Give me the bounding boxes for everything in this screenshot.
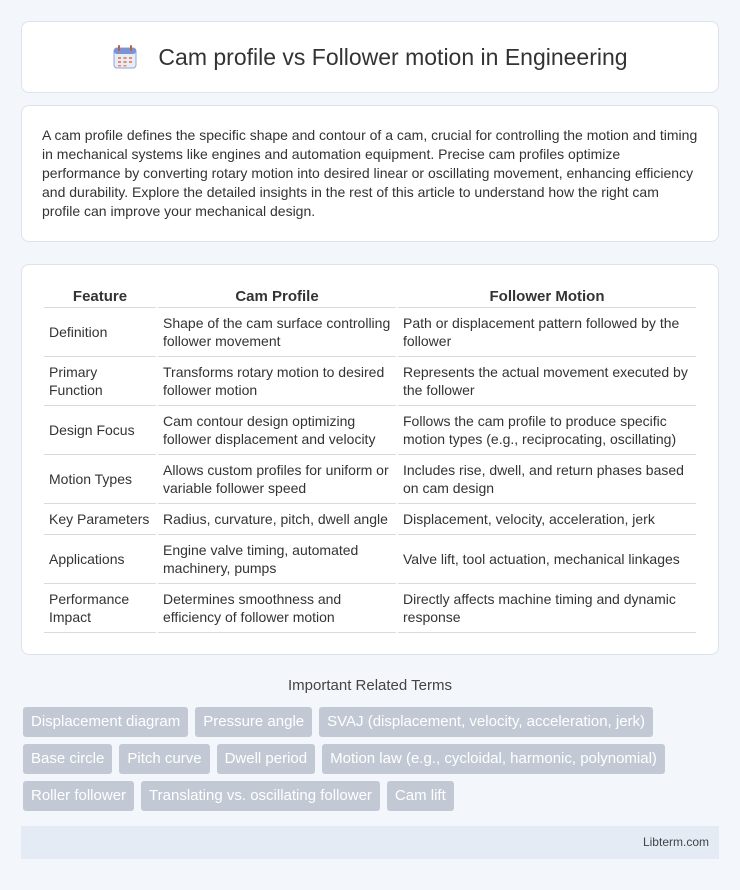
- row-follower-motion: Follows the cam profile to produce specific motion types (e.g., reciprocating, oscillating): [398, 406, 696, 455]
- row-cam-profile: Transforms rotary motion to desired follower motion: [158, 357, 396, 406]
- header-card: [21, 21, 719, 93]
- related-term-tag[interactable]: Motion law (e.g., cycloidal, harmonic, polynomial): [322, 744, 665, 774]
- related-term-tag[interactable]: Base circle: [23, 744, 112, 774]
- comparison-card: [21, 264, 719, 655]
- row-feature: Performance Impact: [44, 584, 156, 633]
- related-term-tag[interactable]: Roller follower: [23, 781, 134, 811]
- row-cam-profile: Cam contour design optimizing follower displacement and velocity: [158, 406, 396, 455]
- table-row: [44, 357, 696, 406]
- header-follower-motion: Follower Motion: [398, 285, 696, 308]
- row-feature: Definition: [44, 308, 156, 357]
- table-row: [44, 455, 696, 504]
- footer-site-link[interactable]: Libterm.com: [642, 835, 709, 849]
- header-cam-profile: Cam Profile: [158, 285, 396, 308]
- intro-paragraph: A cam profile defines the specific shape and contour of a cam, crucial for controlling the motion and timing in mechanical systems like engines and automation equipment. Precise cam profiles optimize performance by converting rotary motion into desired linear or oscillating movement, enhancing efficiency and durability. Explore the detailed insights in the rest of this article to understand how the right cam profile can improve your mechanical design.: [42, 127, 698, 219]
- row-follower-motion: Path or displacement pattern followed by the follower: [398, 308, 696, 357]
- related-terms-title: Important Related Terms: [288, 677, 452, 694]
- row-follower-motion: Includes rise, dwell, and return phases based on cam design: [398, 455, 696, 504]
- row-cam-profile: Radius, curvature, pitch, dwell angle: [158, 504, 396, 535]
- footer: [21, 826, 719, 859]
- table-row: [44, 406, 696, 455]
- row-feature: Motion Types: [44, 455, 156, 504]
- related-term-tag[interactable]: Displacement diagram: [23, 707, 188, 737]
- row-follower-motion: Displacement, velocity, acceleration, jerk: [398, 504, 696, 535]
- row-feature: Design Focus: [44, 406, 156, 455]
- related-term-tag[interactable]: Translating vs. oscillating follower: [141, 781, 380, 811]
- comparison-table: [42, 285, 698, 633]
- table-row: [44, 535, 696, 584]
- table-row: [44, 308, 696, 357]
- table-header-row: [44, 285, 696, 308]
- row-cam-profile: Determines smoothness and efficiency of follower motion: [158, 584, 396, 633]
- row-follower-motion: Represents the actual movement executed by the follower: [398, 357, 696, 406]
- table-row: [44, 504, 696, 535]
- calendar-icon: [112, 44, 138, 70]
- row-feature: Key Parameters: [44, 504, 156, 535]
- related-term-tag[interactable]: Pressure angle: [195, 707, 312, 737]
- table-row: [44, 584, 696, 633]
- row-cam-profile: Engine valve timing, automated machinery, pumps: [158, 535, 396, 584]
- row-follower-motion: Valve lift, tool actuation, mechanical linkages: [398, 535, 696, 584]
- row-follower-motion: Directly affects machine timing and dynamic response: [398, 584, 696, 633]
- intro-card: [21, 105, 719, 242]
- header-feature: Feature: [44, 285, 156, 308]
- row-cam-profile: Shape of the cam surface controlling follower movement: [158, 308, 396, 357]
- related-term-tag[interactable]: SVAJ (displacement, velocity, acceleration, jerk): [319, 707, 653, 737]
- related-terms-list: [23, 707, 723, 818]
- page-title: Cam profile vs Follower motion in Engineering: [158, 43, 628, 70]
- row-feature: Applications: [44, 535, 156, 584]
- row-feature: Primary Function: [44, 357, 156, 406]
- row-cam-profile: Allows custom profiles for uniform or variable follower speed: [158, 455, 396, 504]
- related-term-tag[interactable]: Pitch curve: [119, 744, 209, 774]
- related-term-tag[interactable]: Dwell period: [217, 744, 316, 774]
- related-term-tag[interactable]: Cam lift: [387, 781, 454, 811]
